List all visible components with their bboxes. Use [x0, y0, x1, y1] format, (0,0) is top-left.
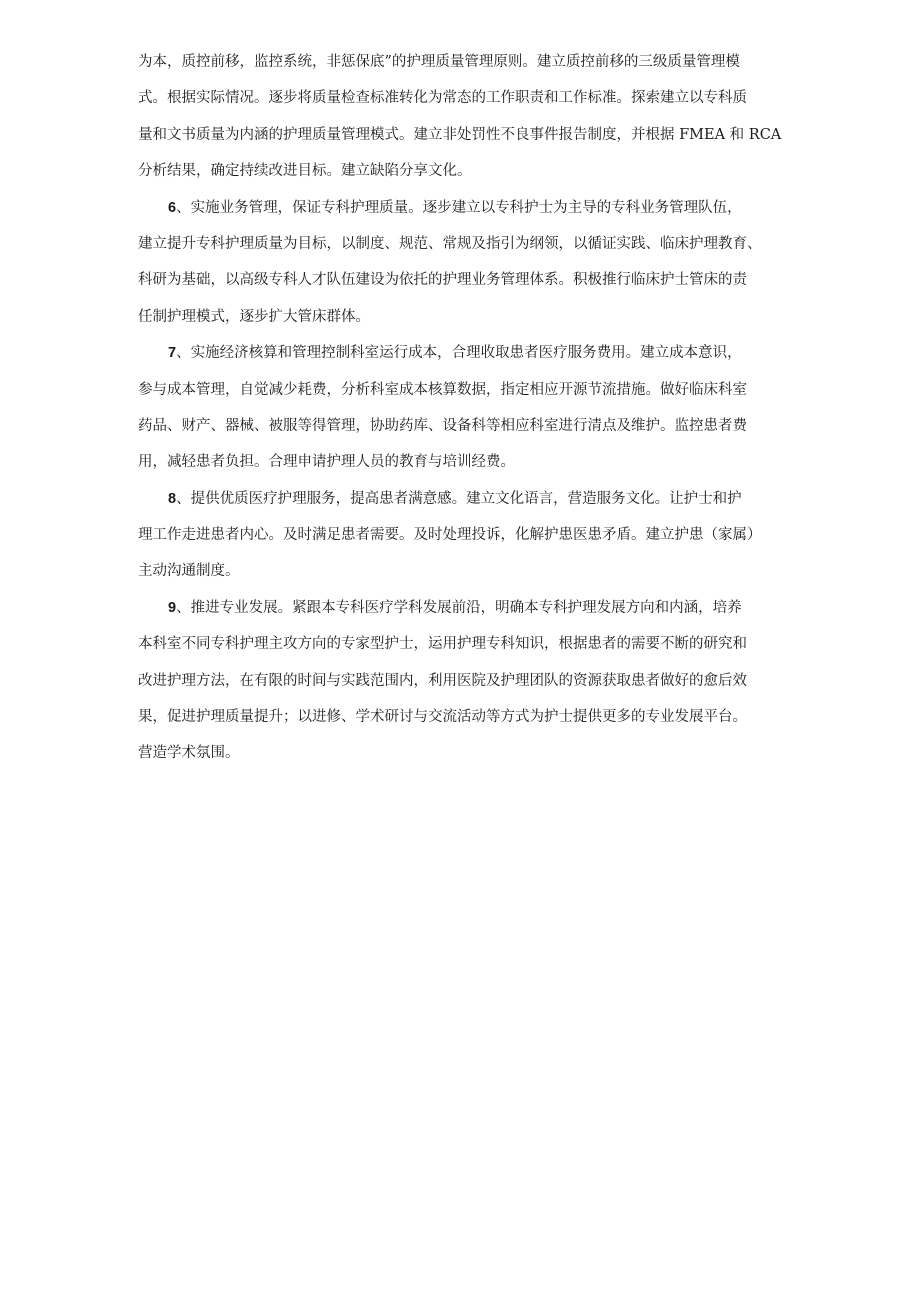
text-run: 、推进专业发展。紧跟本专科医疗学科发展前沿，明确本专科护理发展方向和内涵，培养 [176, 599, 742, 616]
text-line: 任制护理模式，逐步扩大管床群体。 [138, 308, 370, 325]
text-line-first [138, 590, 796, 626]
item-number: 6 [168, 199, 177, 216]
text-line: 为本，质控前移，监控系统，非惩保底”的护理质量管理原则。建立质控前移的三级质量管理模 [138, 54, 740, 70]
item-number: 9 [168, 599, 177, 616]
paragraph-continuation [138, 44, 796, 190]
paragraph-item-6 [138, 190, 796, 336]
text-line: 参与成本管理，自觉减少耗费，分析科室成本核算数据，指定相应开源节流措施。做好临床科室 [138, 381, 747, 398]
text-line: 建立提升专科护理质量为目标，以制度、规范、常规及指引为纲领，以循证实践、临床护理教育、 [138, 235, 762, 252]
item-number: 7 [168, 345, 177, 362]
document-body [138, 44, 796, 772]
text-line: 理工作走进患者内心。及时满足患者需要。及时处理投诉，化解护患医患矛盾。建立护患（家属） [138, 527, 762, 544]
text-line: 本科室不同专科护理主攻方向的专家型护士，运用护理专科知识，根据患者的需要不断的研究和 [138, 636, 747, 653]
text-line: 营造学术氛围。 [138, 745, 240, 762]
text-line: 式。根据实际情况。逐步将质量检查标准转化为常态的工作职责和工作标准。探索建立以专科质 [138, 90, 747, 107]
text-line: 量和文书质量为内涵的护理质量管理模式。建立非处罚性不良事件报告制度，并根据 FMEA 和 RCA [138, 126, 782, 143]
text-line: 改进护理方法，在有限的时间与实践范围内，利用医院及护理团队的资源获取患者做好的愈后效 [138, 672, 747, 689]
text-line: 果，促进护理质量提升；以进修、学术研讨与交流活动等方式为护士提供更多的专业发展平台。 [138, 709, 747, 726]
item-number: 8 [168, 490, 177, 507]
text-line: 分析结果，确定持续改进目标。建立缺陷分享文化。 [138, 163, 472, 180]
paragraph-item-9 [138, 590, 796, 772]
text-run: 、实施业务管理，保证专科护理质量。逐步建立以专科护士为主导的专科业务管理队伍， [176, 199, 742, 216]
paragraph-item-8 [138, 481, 796, 590]
text-line-first [138, 335, 796, 371]
text-line: 科研为基础，以高级专科人才队伍建设为依托的护理业务管理体系。积极推行临床护士管床的责 [138, 272, 747, 289]
text-line: 主动沟通制度。 [138, 563, 240, 580]
paragraph-item-7 [138, 335, 796, 481]
text-line: 药品、财产、器械、被服等得管理，协助药库、设备科等相应科室进行清点及维护。监控患者费 [138, 417, 747, 434]
text-line-first [138, 481, 796, 517]
text-run: 、实施经济核算和管理控制科室运行成本，合理收取患者医疗服务费用。建立成本意识， [176, 345, 742, 362]
text-run: 、提供优质医疗护理服务，提高患者满意感。建立文化语言，营造服务文化。让护士和护 [176, 490, 742, 507]
text-line-first [138, 190, 796, 226]
text-line: 用，减轻患者负担。合理申请护理人员的教育与培训经费。 [138, 454, 515, 471]
